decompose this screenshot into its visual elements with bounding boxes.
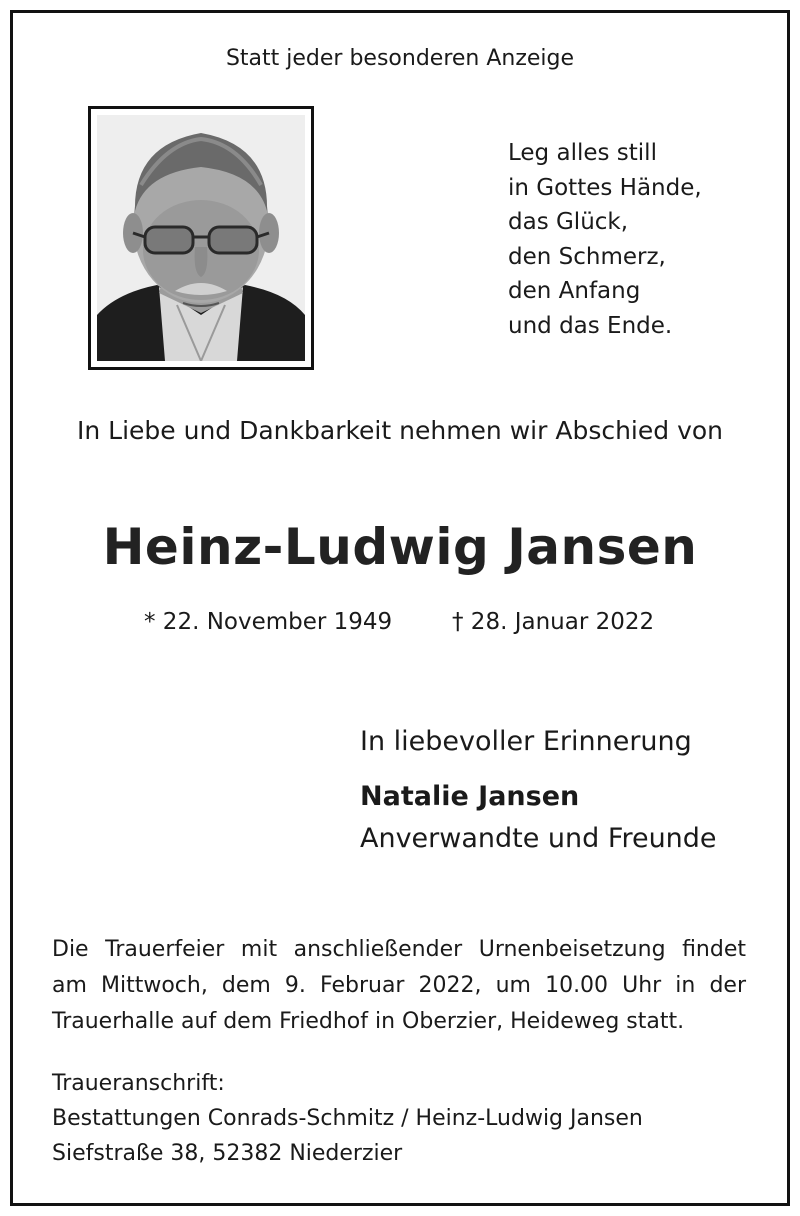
deceased-name: Heinz-Ludwig Jansen (102, 518, 698, 576)
ceremony-line: Trauerhalle auf dem Friedhof in Oberzier, Heideweg statt. (52, 1009, 685, 1034)
portrait-photo (97, 115, 305, 361)
address-line: Siefstraße 38, 52382 Niederzier (52, 1141, 403, 1166)
signer-name: Natalie Jansen (360, 781, 580, 812)
relatives-line: Anverwandte und Freunde (360, 823, 717, 854)
notice-header: Statt jeder besonderen Anzeige (225, 46, 575, 71)
poem-line: den Anfang (508, 278, 641, 304)
farewell-intro: In Liebe und Dankbarkeit nehmen wir Abschied von (76, 416, 724, 445)
address-label: Traueranschrift: (52, 1071, 225, 1096)
poem-line: in Gottes Hände, (508, 174, 702, 201)
memory-heading: In liebevoller Erinnerung (360, 726, 692, 757)
poem-line: das Glück, (508, 209, 629, 235)
address-line: Bestattungen Conrads-Schmitz / Heinz-Ludwig Jansen (52, 1106, 643, 1131)
ceremony-details (52, 932, 746, 1040)
portrait-frame (88, 106, 314, 370)
ceremony-line: Die Trauerfeier mit anschließender Urnenbeisetzung findet (52, 937, 746, 962)
poem-line: den Schmerz, (508, 243, 666, 270)
poem (508, 136, 768, 343)
mourning-address (52, 1066, 643, 1171)
death-date: † 28. Januar 2022 (452, 609, 655, 635)
birth-date: * 22. November 1949 (144, 609, 393, 635)
poem-line: und das Ende. (508, 312, 673, 339)
ceremony-line: am Mittwoch, dem 9. Februar 2022, um 10.00 Uhr in der (52, 973, 746, 998)
poem-line: Leg alles still (508, 140, 657, 166)
